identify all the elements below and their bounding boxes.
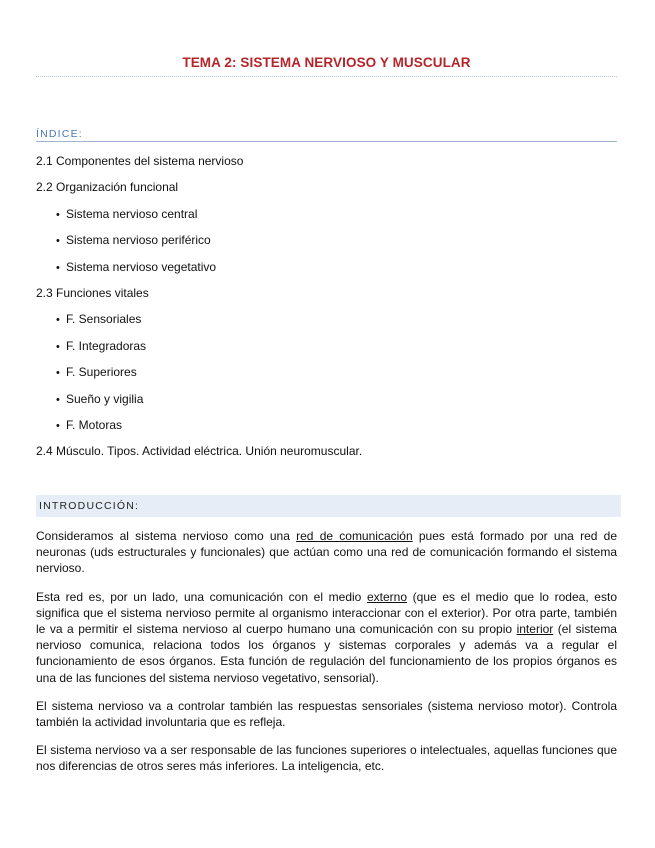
title-divider [36,76,617,77]
toc-subitem [36,363,617,389]
toc-subitem-label: F. Sensoriales [66,312,142,327]
text-run: Consideramos al sistema nervioso como una [36,529,297,543]
paragraph: El sistema nervioso va a ser responsable de las funciones superiores o intelectuales, aquellas funciones que nos diferencias de otros seres más inferiores. La inteligencia, etc. [36,743,617,774]
toc-subitem [36,231,617,257]
text-run: (que es el medio que lo rodea, esto significa que el sistema nervioso permite al organismo interaccionar con el exterior). Por otra parte, también le va a permitir el sistema nervioso al cuerpo humano una comunicación con su propio [36,589,617,637]
toc-subitem-label: Sistema nervioso periférico [66,233,211,248]
toc-subitem [36,310,617,336]
paragraph: El sistema nervioso va a controlar también las respuestas sensoriales (sistema nervioso motor). Controla también la actividad involuntaria que es refleja. [36,698,617,730]
index-divider [36,141,617,142]
toc-item-2-1: 2.1 Componentes del sistema nervioso [36,154,244,168]
toc-subitem [36,416,617,442]
toc-subitem [36,205,617,231]
text-run: pues está formado por una red de neuronas (uds estructurales y funcionales) que actúan como una red de comunicación formando el sistema nervioso. [36,529,617,576]
toc-item-2-3: 2.3 Funciones vitales [36,285,149,300]
toc-subitem-label: Sistema nervioso central [66,206,198,221]
intro-heading: INTRODUCCIÓN: [39,500,140,512]
toc-item-2-2: 2.2 Organización funcional [36,180,179,195]
underlined-term: interior [516,622,554,637]
text-run: Esta red es, por un lado, una comunicación con el medio [36,589,367,604]
toc-item-2-4: 2.4 Músculo. Tipos. Actividad eléctrica. Unión neuromuscular. [36,444,363,459]
paragraph [36,589,617,686]
paragraph [36,528,617,577]
toc-subitem-label: F. Superiores [66,365,137,380]
underlined-term: red de comunicación [296,529,413,543]
toc-subitem-label: F. Motoras [66,417,123,432]
toc-subitem-label: F. Integradoras [66,338,147,353]
toc-subitem-label: Sistema nervioso vegetativo [66,259,217,274]
table-of-contents [36,152,617,469]
toc-subitem [36,337,617,363]
document-title: TEMA 2: SISTEMA NERVIOSO Y MUSCULAR [182,55,471,70]
index-heading: ÍNDICE: [36,128,83,140]
intro-body [36,528,617,787]
underlined-term: externo [366,589,408,604]
text-run: (el sistema nervioso comunica, relaciona todos los órganos y sistemas corporales y además va a regular el funcionamiento de esos órganos. Esta función de regulación del funcionamiento de los propios órganos es una de las funciones del sistema nervioso vegetativo, sensorial). [36,622,617,685]
intro-heading-bar [36,495,621,517]
toc-subitem [36,390,617,416]
toc-subitem [36,258,617,284]
toc-subitem-label: Sueño y vigilia [66,391,144,406]
